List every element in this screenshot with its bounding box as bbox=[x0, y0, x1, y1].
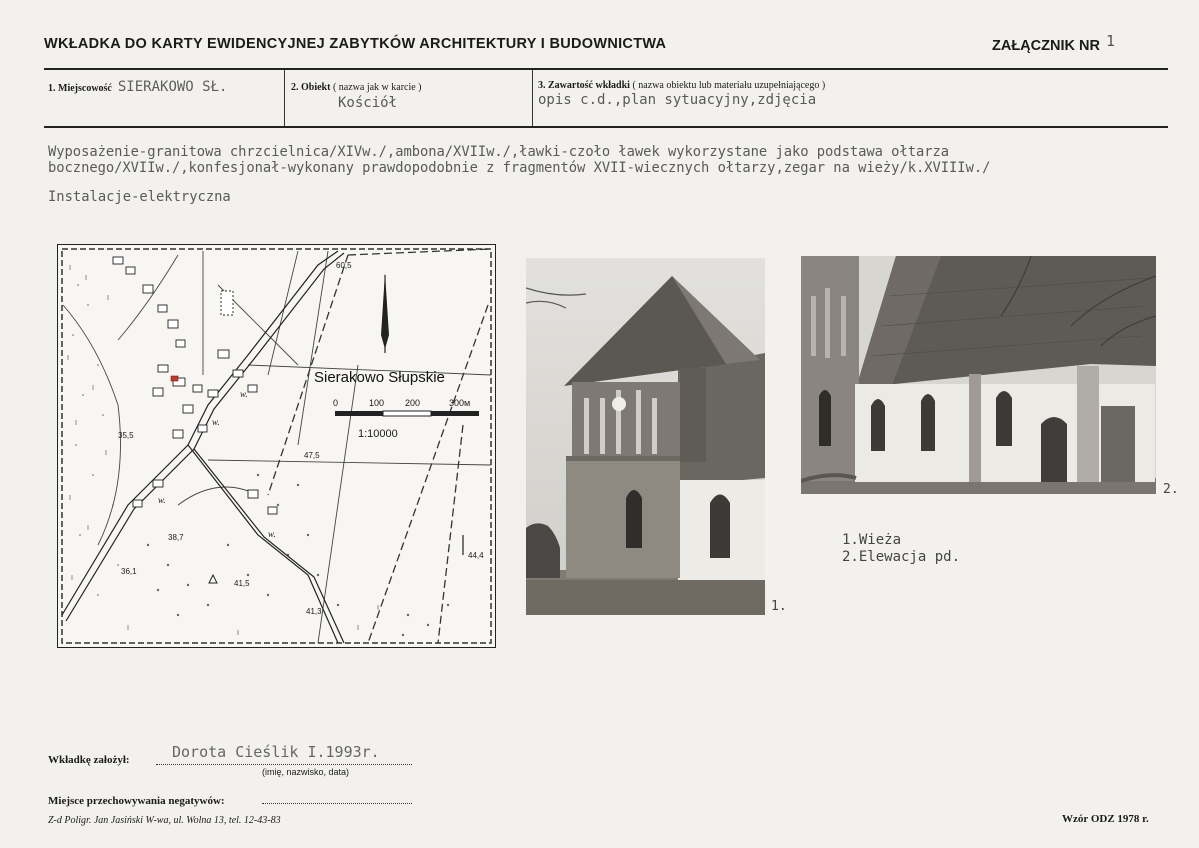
site-plan-map bbox=[57, 244, 496, 648]
scale-tick-300: 300м bbox=[449, 398, 471, 408]
contents-value: opis c.d.,plan sytuacyjny,zdjęcia bbox=[538, 92, 817, 108]
forest-mark-3: w. bbox=[158, 495, 166, 505]
storage-label: Miejsce przechowywania negatywów: bbox=[48, 795, 225, 807]
body-line-3: Instalacje-elektryczna bbox=[48, 189, 231, 205]
header-rule-bottom bbox=[44, 126, 1168, 128]
map-place-name: Sierakowo Słupskie bbox=[314, 369, 445, 386]
church-marker bbox=[171, 376, 178, 381]
caption-tower: 1.Wieża bbox=[842, 532, 902, 548]
photo-elevation-svg bbox=[801, 256, 1156, 494]
field-paths bbox=[268, 249, 491, 643]
photo-tower-svg bbox=[526, 258, 765, 615]
photo-elevation-number: 2. bbox=[1163, 482, 1179, 497]
elevation-44-4: 44,4 bbox=[468, 551, 484, 560]
forest-mark-2: w. bbox=[212, 417, 220, 427]
elevation-38-7: 38,7 bbox=[168, 533, 184, 542]
object-value: Kościół bbox=[338, 95, 398, 111]
elevation-41-5: 41,5 bbox=[234, 579, 250, 588]
scale-tick-0: 0 bbox=[333, 398, 339, 408]
field-divider-2 bbox=[532, 70, 533, 126]
annex-number: 1 bbox=[1105, 32, 1115, 50]
created-by-label: Wkładkę założył: bbox=[48, 754, 130, 766]
object-label-sub: ( nazwa jak w karcie ) bbox=[332, 82, 422, 93]
elevation-35-5: 35,5 bbox=[118, 431, 134, 440]
scale-tick-100: 100 bbox=[369, 398, 385, 408]
site-plan-svg bbox=[58, 245, 495, 647]
annex-label-text: ZAŁĄCZNIK NR bbox=[992, 38, 1100, 54]
photo-tower-number: 1. bbox=[771, 599, 787, 614]
created-by-value: Dorota Cieślik I.1993r. bbox=[172, 743, 380, 761]
grass-ticks bbox=[68, 265, 378, 635]
printer-info: Z-d Poligr. Jan Jasiński W-wa, ul. Wolna 13, tel. 12-43-83 bbox=[48, 815, 281, 826]
meadow-pattern bbox=[72, 284, 449, 636]
annex-label bbox=[992, 32, 1115, 54]
elevation-36-1: 36,1 bbox=[121, 567, 137, 576]
elevation-41-3: 41,3 bbox=[306, 607, 322, 616]
contents-label bbox=[538, 80, 825, 91]
photo-tower bbox=[526, 258, 765, 615]
forest-mark-4: w. bbox=[268, 529, 276, 539]
elevation-60-5: 60,5 bbox=[336, 261, 352, 270]
survey-markers bbox=[209, 575, 217, 583]
field-boundaries bbox=[63, 251, 491, 643]
field-divider-1 bbox=[284, 70, 285, 126]
locality-field bbox=[48, 78, 227, 96]
body-line-2: bocznego/XVIIw./,konfesjonał-wykonany prawdopodobnie z fragmentów XVII-wiecznych ołtarzy,zegar na wieży/k.XVIIIw./ bbox=[48, 160, 991, 176]
storage-dotted-line bbox=[262, 794, 412, 804]
locality-label: 1. Miejscowość bbox=[48, 83, 112, 94]
contents-label-text: 3. Zawartość wkładki bbox=[538, 80, 630, 91]
map-scale-ratio: 1:10000 bbox=[358, 428, 398, 440]
buildings bbox=[113, 257, 277, 514]
elevation-47-5: 47,5 bbox=[304, 451, 320, 460]
object-label bbox=[291, 82, 422, 93]
contents-label-sub: ( nazwa obiektu lub materiału uzupełniającego ) bbox=[632, 80, 826, 91]
caption-elevation: 2.Elewacja pd. bbox=[842, 549, 961, 565]
scale-tick-200: 200 bbox=[405, 398, 421, 408]
created-by-sub: (imię, nazwisko, data) bbox=[262, 767, 350, 777]
header-rule-top bbox=[44, 68, 1168, 70]
scale-bar bbox=[335, 411, 479, 416]
forest-mark-1: w. bbox=[240, 389, 248, 399]
body-line-1: Wyposażenie-granitowa chrzcielnica/XIVw./,ambona/XVIIw./,ławki-czoło ławek wykorzystane jako podstawa ołtarza bbox=[48, 144, 950, 160]
form-model: Wzór ODZ 1978 r. bbox=[1062, 813, 1149, 825]
document-title: WKŁADKA DO KARTY EWIDENCYJNEJ ZABYTKÓW ARCHITEKTURY I BUDOWNICTWA bbox=[44, 36, 667, 52]
north-arrow bbox=[381, 273, 389, 353]
photo-south-elevation bbox=[801, 256, 1156, 494]
object-label-text: 2. Obiekt bbox=[291, 82, 331, 93]
locality-value: SIERAKOWO SŁ. bbox=[117, 79, 228, 95]
